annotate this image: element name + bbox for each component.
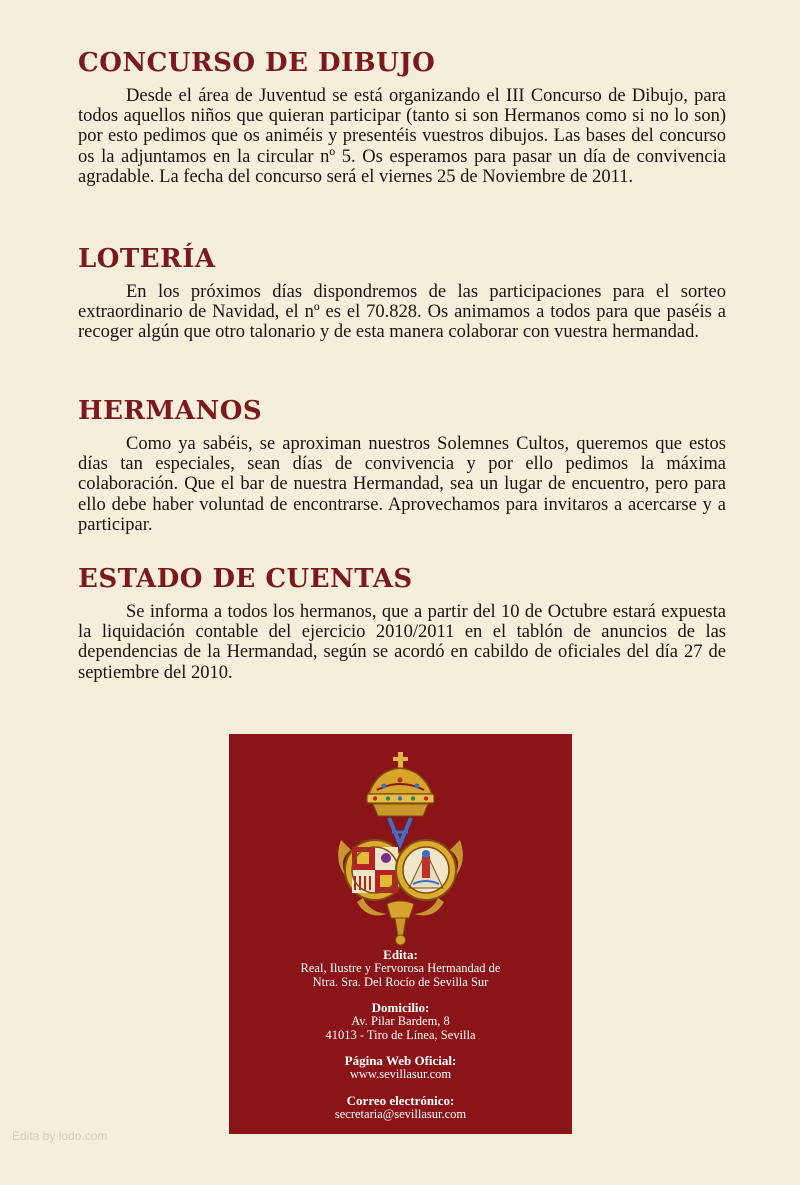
edita-line-1: Real, Ilustre y Fervorosa Hermandad de: [300, 961, 501, 975]
section-title: HERMANOS: [78, 396, 263, 426]
section-title: CONCURSO DE DIBUJO: [78, 48, 436, 78]
section-body: Se informa a todos los hermanos, que a partir del 10 de Octubre estará expuesta la liquidación contable del ejercicio 2010/2011 en el tablón de anuncios de las dependencias de la Hermandad, según se acordó en cabildo de oficiales del día 27 de septiembre del 2010.: [78, 602, 726, 683]
edita-line-2: Ntra. Sra. Del Rocío de Sevilla Sur: [312, 974, 489, 989]
section-title: ESTADO DE CUENTAS: [78, 564, 413, 594]
edita-label: Edita:: [383, 947, 418, 962]
section-body: Desde el área de Juventud se está organizando el III Concurso de Dibujo, para todos aquellos niños que quieran participar (tanto si son Hermanos como si no lo son) por esto pedimos que os animéis y presentéis vuestros dibujos. Las bases del concurso os la adjuntamos en la circular nº 5. Os esperamos para pasar un día de convivencia agradable. La fecha del concurso será el viernes 25 de Noviembre de 2011.: [78, 86, 726, 187]
web-link[interactable]: www.sevillasur.com: [349, 1067, 452, 1081]
domicilio-label: Domicilio:: [371, 1000, 430, 1015]
web-label: Página Web Oficial:: [344, 1053, 457, 1068]
web-group: [229, 1054, 572, 1082]
section-hermanos: [78, 398, 726, 535]
section-loteria: [78, 246, 726, 343]
section-concurso-dibujo: [78, 50, 726, 187]
email-group: [229, 1094, 572, 1122]
publisher-info: [229, 948, 572, 1133]
publisher-box: [229, 734, 572, 1134]
domicilio-line-2: 41013 - Tiro de Línea, Sevilla: [325, 1027, 476, 1042]
domicilio-line-1: Av. Pilar Bardem, 8: [351, 1014, 450, 1028]
section-body: Como ya sabéis, se aproximan nuestros Solemnes Cultos, queremos que estos días tan especiales, sean días de convivencia y por ello pedimos la máxima colaboración. Que el bar de nuestra Hermandad, sea un lugar de encuentro, pero para ello debe haber voluntad de encontrarse. Aprovechamos para invitaros a acercarse y a participar.: [78, 434, 726, 535]
domicilio-group: [229, 1001, 572, 1042]
email-label: Correo electrónico:: [346, 1092, 455, 1108]
brotherhood-crest-icon: [329, 752, 472, 952]
section-title: LOTERÍA: [78, 244, 216, 274]
section-body: En los próximos días dispondremos de las participaciones para el sorteo extraordinario de Navidad, el nº es el 70.828. Os animamos a todos para que paséis a recoger algún que otro talonario y de esta manera colaborar con vuestra hermandad.: [78, 282, 726, 343]
edita-group: [229, 948, 572, 989]
section-estado-cuentas: [78, 566, 726, 683]
watermark: Edita by lodo.com: [12, 1129, 108, 1143]
email-link[interactable]: secretaria@sevillasur.com: [334, 1106, 467, 1121]
